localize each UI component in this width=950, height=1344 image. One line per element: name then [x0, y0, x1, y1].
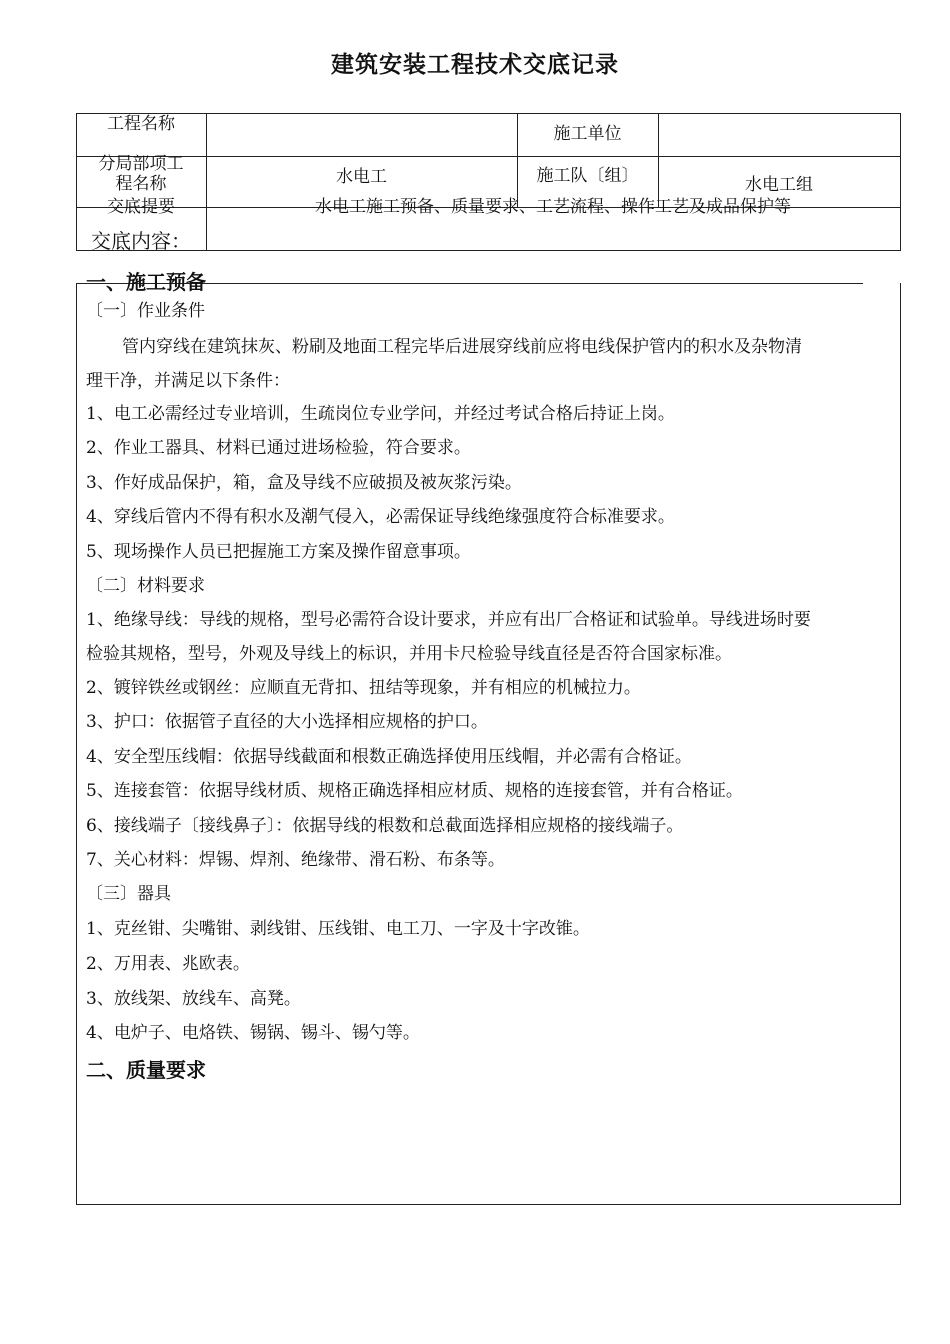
- subsection-title: 〔二〕材料要求: [86, 576, 205, 596]
- list-item: 4、穿线后管内不得有积水及潮气侵入，必需保证导线绝缘强度符合标准要求。: [86, 507, 675, 527]
- list-item: 2、作业工器具、材料已通过进场检验，符合要求。: [86, 438, 471, 458]
- frame-right-border: [900, 283, 901, 1204]
- frame-bottom-border: [76, 1204, 901, 1205]
- contractor-label: 施工单位: [553, 124, 622, 144]
- document-title: 建筑安装工程技术交底记录: [331, 51, 619, 78]
- subsection-title: 〔三〕器具: [86, 884, 171, 904]
- list-item: 5、连接套管：依据导线材质、规格正确选择相应材质、规格的连接套管，并有合格证。: [86, 781, 743, 801]
- project-name-label: 工程名称: [107, 114, 175, 134]
- content-label: 交底内容：: [91, 229, 191, 253]
- table-right-border: [900, 113, 901, 250]
- subproject-label-line1: 分局部项工: [98, 154, 184, 174]
- list-item: 检验其规格，型号，外观及导线上的标识，并用卡尺检验导线直径是否符合国家标准。: [86, 644, 732, 664]
- frame-left-border: [76, 283, 77, 1204]
- section-title: 二、质量要求: [86, 1058, 206, 1082]
- list-item: 2、镀锌铁丝或钢丝：应顺直无背扣、扭结等现象，并有相应的机械拉力。: [86, 678, 641, 698]
- list-item: 3、放线架、放线车、高凳。: [86, 989, 301, 1009]
- list-item: 1、克丝钳、尖嘴钳、剥线钳、压线钳、电工刀、一字及十字改锥。: [86, 919, 590, 939]
- list-item: 7、关心材料：焊锡、焊剂、绝缘带、滑石粉、布条等。: [86, 850, 505, 870]
- section-title: 一、施工预备: [86, 270, 206, 294]
- list-item: 3、作好成品保护，箱，盒及导线不应破损及被灰浆污染。: [86, 473, 522, 493]
- list-item: 2、万用表、兆欧表。: [86, 954, 250, 974]
- subproject-value: 水电工: [336, 167, 387, 187]
- list-item: 1、绝缘导线：导线的规格，型号必需符合设计要求，并应有出厂合格证和试验单。导线进场时要: [86, 610, 811, 630]
- list-item: 1、电工必需经过专业培训，生疏岗位专业学问，并经过考试合格后持证上岗。: [86, 404, 675, 424]
- list-item: 4、电炉子、电烙铁、锡锅、锡斗、锡勺等。: [86, 1023, 420, 1043]
- subsection-title: 〔一〕作业条件: [86, 301, 205, 321]
- list-item: 6、接线端子〔接线鼻子〕：依据导线的根数和总截面选择相应规格的接线端子。: [86, 816, 684, 836]
- list-item: 3、护口：依据管子直径的大小选择相应规格的护口。: [86, 712, 488, 732]
- summary-value: 水电工施工预备、质量要求、工艺流程、操作工艺及成品保护等: [315, 197, 791, 217]
- paragraph-line: 理干净，并满足以下条件：: [86, 371, 290, 391]
- team-value: 水电工组: [745, 175, 813, 195]
- paragraph-line: 管内穿线在建筑抹灰、粉刷及地面工程完毕后进展穿线前应将电线保护管内的积水及杂物清: [122, 337, 802, 357]
- summary-label: 交底提要: [107, 197, 175, 217]
- list-item: 4、安全型压线帽：依据导线截面和根数正确选择使用压线帽，并必需有合格证。: [86, 747, 692, 767]
- list-item: 5、现场操作人员已把握施工方案及操作留意事项。: [86, 542, 471, 562]
- team-label: 施工队〔组〕: [536, 166, 639, 186]
- subproject-label-line2: 程名称: [115, 174, 167, 194]
